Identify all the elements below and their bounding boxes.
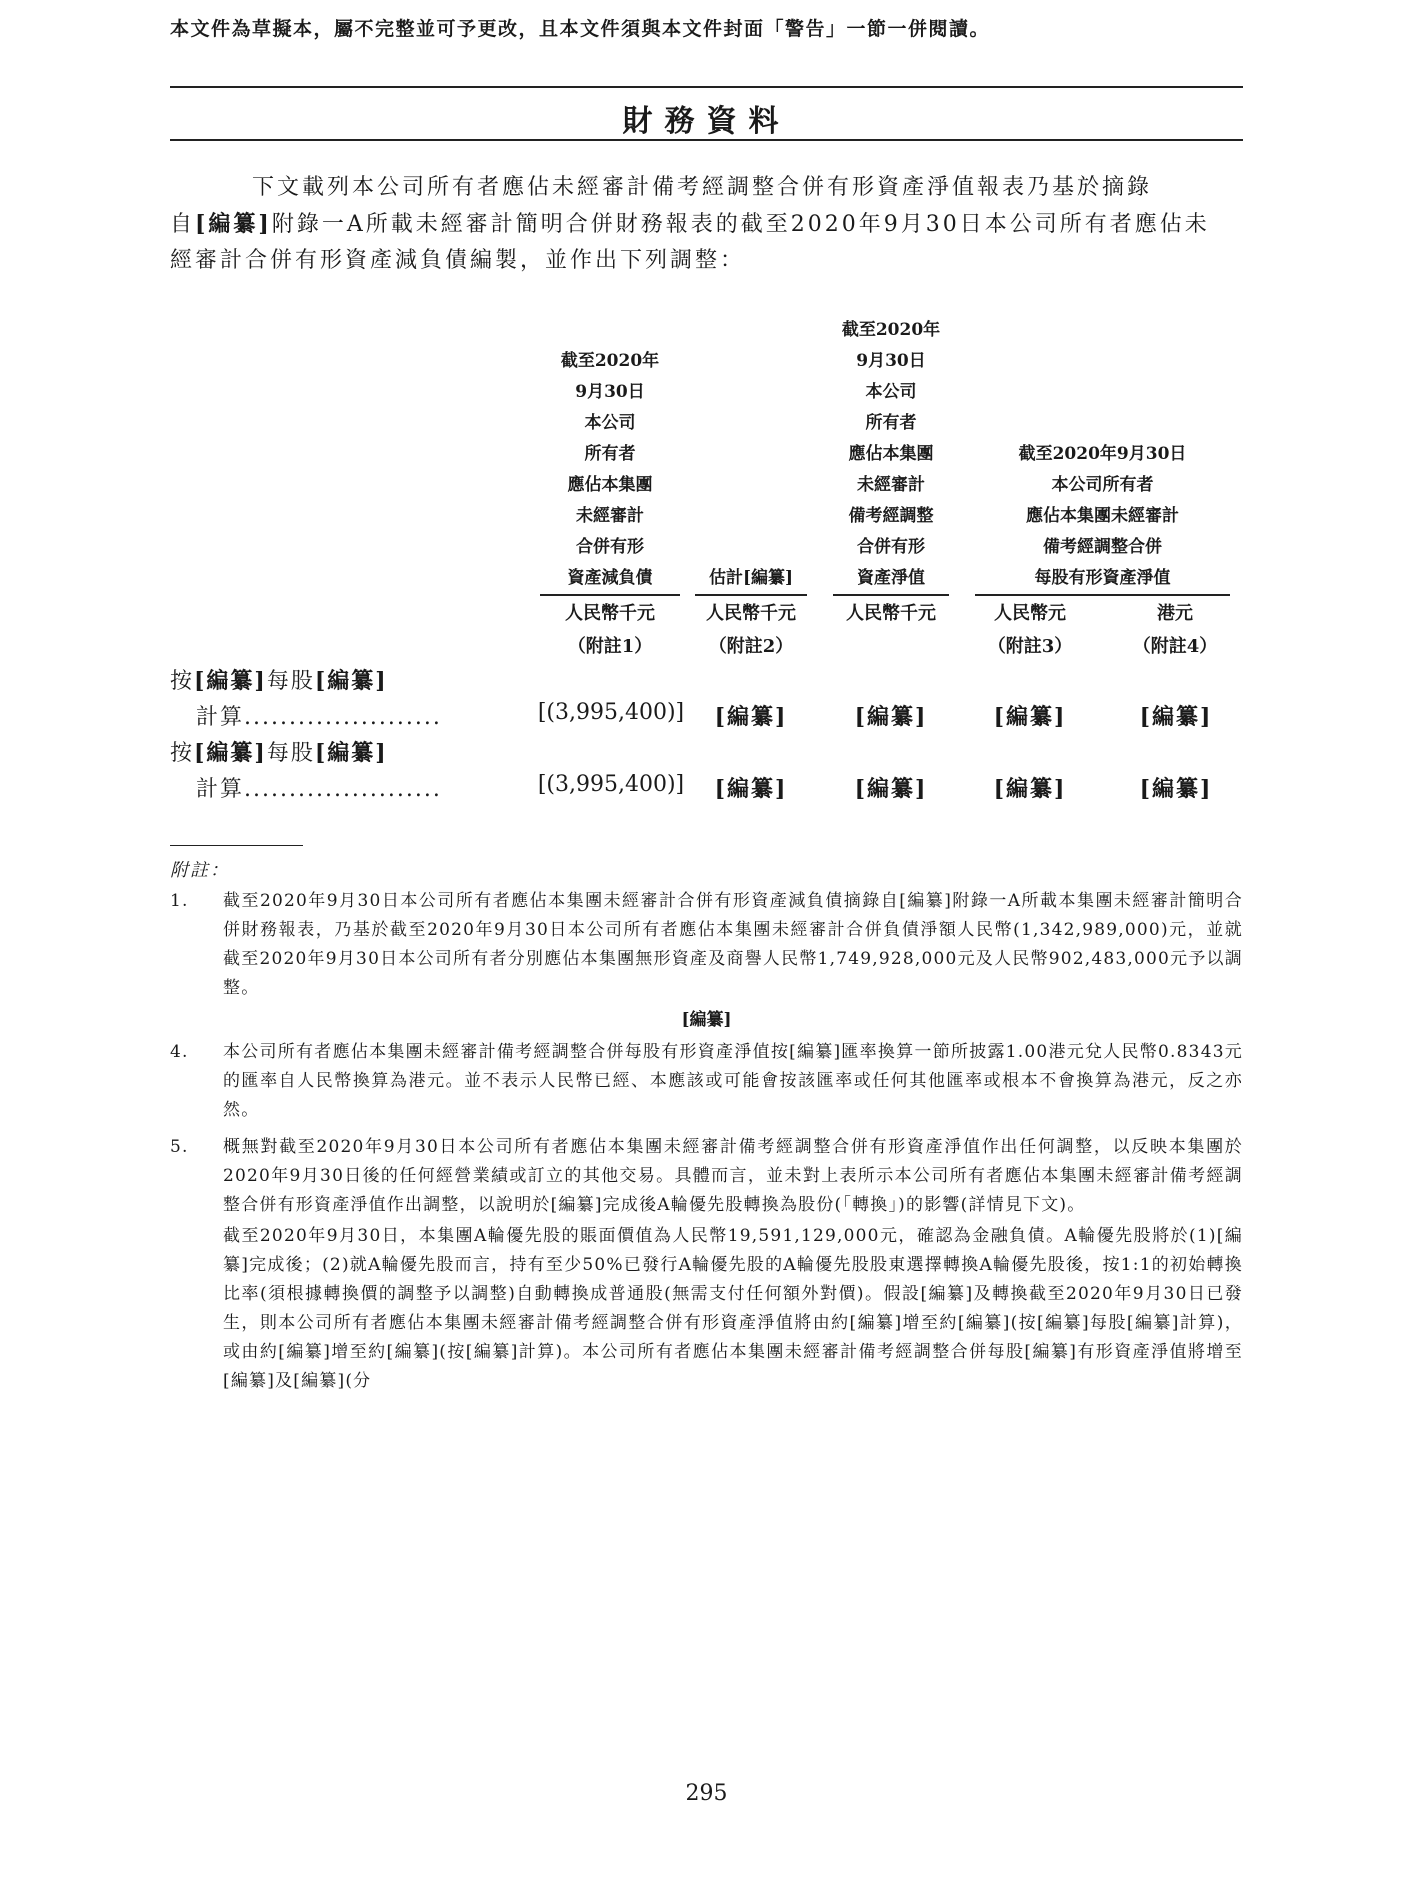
title-bottom-rule — [170, 139, 1243, 141]
row1-value-col2: [編纂] — [714, 704, 788, 730]
col5-unit: 港元 （附註4） — [1132, 603, 1218, 657]
intro-line-2b: 附錄一A所載未經審計簡明合併財務報表的截至2020年9月30日本公司所有者應佔未 — [271, 212, 1210, 237]
note-1-number: 1. — [170, 891, 189, 911]
note-5-number: 5. — [170, 1137, 189, 1157]
intro-line-1: 下文載列本公司所有者應佔未經審計備考經調整合併有形資產淨值報表乃基於摘錄 — [252, 175, 1153, 200]
col2-unit: 人民幣千元 （附註2） — [706, 603, 796, 657]
col1-unit: 人民幣千元 （附註1） — [565, 603, 655, 657]
section-title: 財務資料 — [622, 104, 791, 139]
note-4-number: 4. — [170, 1042, 189, 1062]
row2-value-col3: [編纂] — [854, 776, 928, 802]
row1-value-col5: [編纂] — [1139, 704, 1213, 730]
row2-value-col4: [編纂] — [993, 776, 1067, 802]
col4-unit: 人民幣元 （附註3） — [987, 603, 1073, 657]
row2-value-col5: [編纂] — [1139, 776, 1213, 802]
note-5 — [170, 1133, 1243, 1396]
notes-redacted: [編纂] — [681, 1010, 732, 1030]
note-1-text: 截至2020年9月30日本公司所有者應佔本集團未經審計合併有形資產減負債摘錄自[編纂]附錄一A所載本集團未經審計簡明合併財務報表，乃基於截至2020年9月30日本公司所有者應佔本集團未經審計合併負債淨額人民幣(1,342,989,000)元，並就截至2020年9月30日本公司所有者分別應佔本集團無形資產及商譽人民幣1,749,928,000元及人民幣902,483,000元予以調整。 — [223, 891, 1243, 998]
row1-label-line2: 計算...................... — [196, 705, 442, 730]
note-5-text: 概無對截至2020年9月30日本公司所有者應佔本集團未經審計備考經調整合併有形資產淨值作出任何調整，以反映本集團於2020年9月30日後的任何經營業績或訂立的其他交易。具體而言，並未對上表所示本公司所有者應佔本集團未經審計備考經調整合併有形資產淨值作出調整，以說明於[編纂]完成後A輪優先股轉換為股份(「轉換」)的影響(詳情見下文)。 — [223, 1137, 1243, 1215]
note-5-text-continued: 截至2020年9月30日，本集團A輪優先股的賬面價值為人民幣19,591,129,000元，確認為金融負債。A輪優先股將於(1)[編纂]完成後；(2)就A輪優先股而言，持有至少50%已發行A輪優先股的A輪優先股股東選擇轉換A輪優先股後，按1:1的初始轉換比率(須根據轉換價的調整予以調整)自動轉換成普通股(無需支付任何額外對價)。假設[編纂]及轉換截至2020年9月30日已發生，則本公司所有者應佔本集團未經審計備考經調整合併有形資產淨值將由約[編纂]增至約[編纂](按[編纂]每股[編纂]計算)，或由約[編纂]增至約[編纂](按[編纂]計算)。本公司所有者應佔本集團未經審計備考經調整合併每股[編纂]有形資產淨值將增至[編纂]及[編纂](分 — [223, 1226, 1244, 1391]
page-number: 295 — [685, 1781, 728, 1806]
intro-paragraph — [170, 170, 1243, 279]
col3-unit: 人民幣千元 — [846, 603, 936, 624]
row2-value-col1: [(3,995,400)] — [537, 772, 685, 797]
title-top-rule — [170, 86, 1243, 88]
row1-label-line1: 按[編纂]每股[編纂] — [170, 668, 388, 694]
note-1 — [170, 887, 1243, 1003]
row1-value-col4: [編纂] — [993, 704, 1067, 730]
intro-redaction: [編纂] — [195, 211, 272, 237]
row2-label-line2: 計算...................... — [196, 777, 442, 802]
footnote-rule — [170, 845, 303, 846]
notes-heading: 附註： — [170, 860, 230, 881]
col3-header: 截至2020年 9月30日 本公司 所有者 應佔本集團 未經審計 備考經調整 合併有形 資產淨值 — [833, 315, 949, 596]
intro-line-3: 經審計合併有形資產減負債編製，並作出下列調整： — [170, 248, 746, 273]
col1-header: 截至2020年 9月30日 本公司 所有者 應佔本集團 未經審計 合併有形 資產減負債 — [540, 346, 680, 596]
row2-value-col2: [編纂] — [714, 776, 788, 802]
draft-warning: 本文件為草擬本，屬不完整並可予更改，且本文件須與本文件封面「警告」一節一併閱讀。 — [170, 18, 991, 40]
col2-header: 估計[編纂] — [695, 563, 807, 596]
note-4 — [170, 1038, 1243, 1125]
row1-value-col3: [編纂] — [854, 704, 928, 730]
row1-value-col1: [(3,995,400)] — [537, 700, 685, 725]
row2-label-line1: 按[編纂]每股[編纂] — [170, 740, 388, 766]
note-4-text: 本公司所有者應佔本集團未經審計備考經調整合併每股有形資產淨值按[編纂]匯率換算一節所披露1.00港元兌人民幣0.8343元的匯率自人民幣換算為港元。並不表示人民幣已經、本應該或可能會按該匯率或任何其他匯率或根本不會換算為港元，反之亦然。 — [223, 1042, 1243, 1120]
col45-header: 截至2020年9月30日 本公司所有者 應佔本集團未經審計 備考經調整合併 每股有形資產淨值 — [975, 439, 1230, 596]
intro-line-2a: 自 — [170, 212, 196, 237]
